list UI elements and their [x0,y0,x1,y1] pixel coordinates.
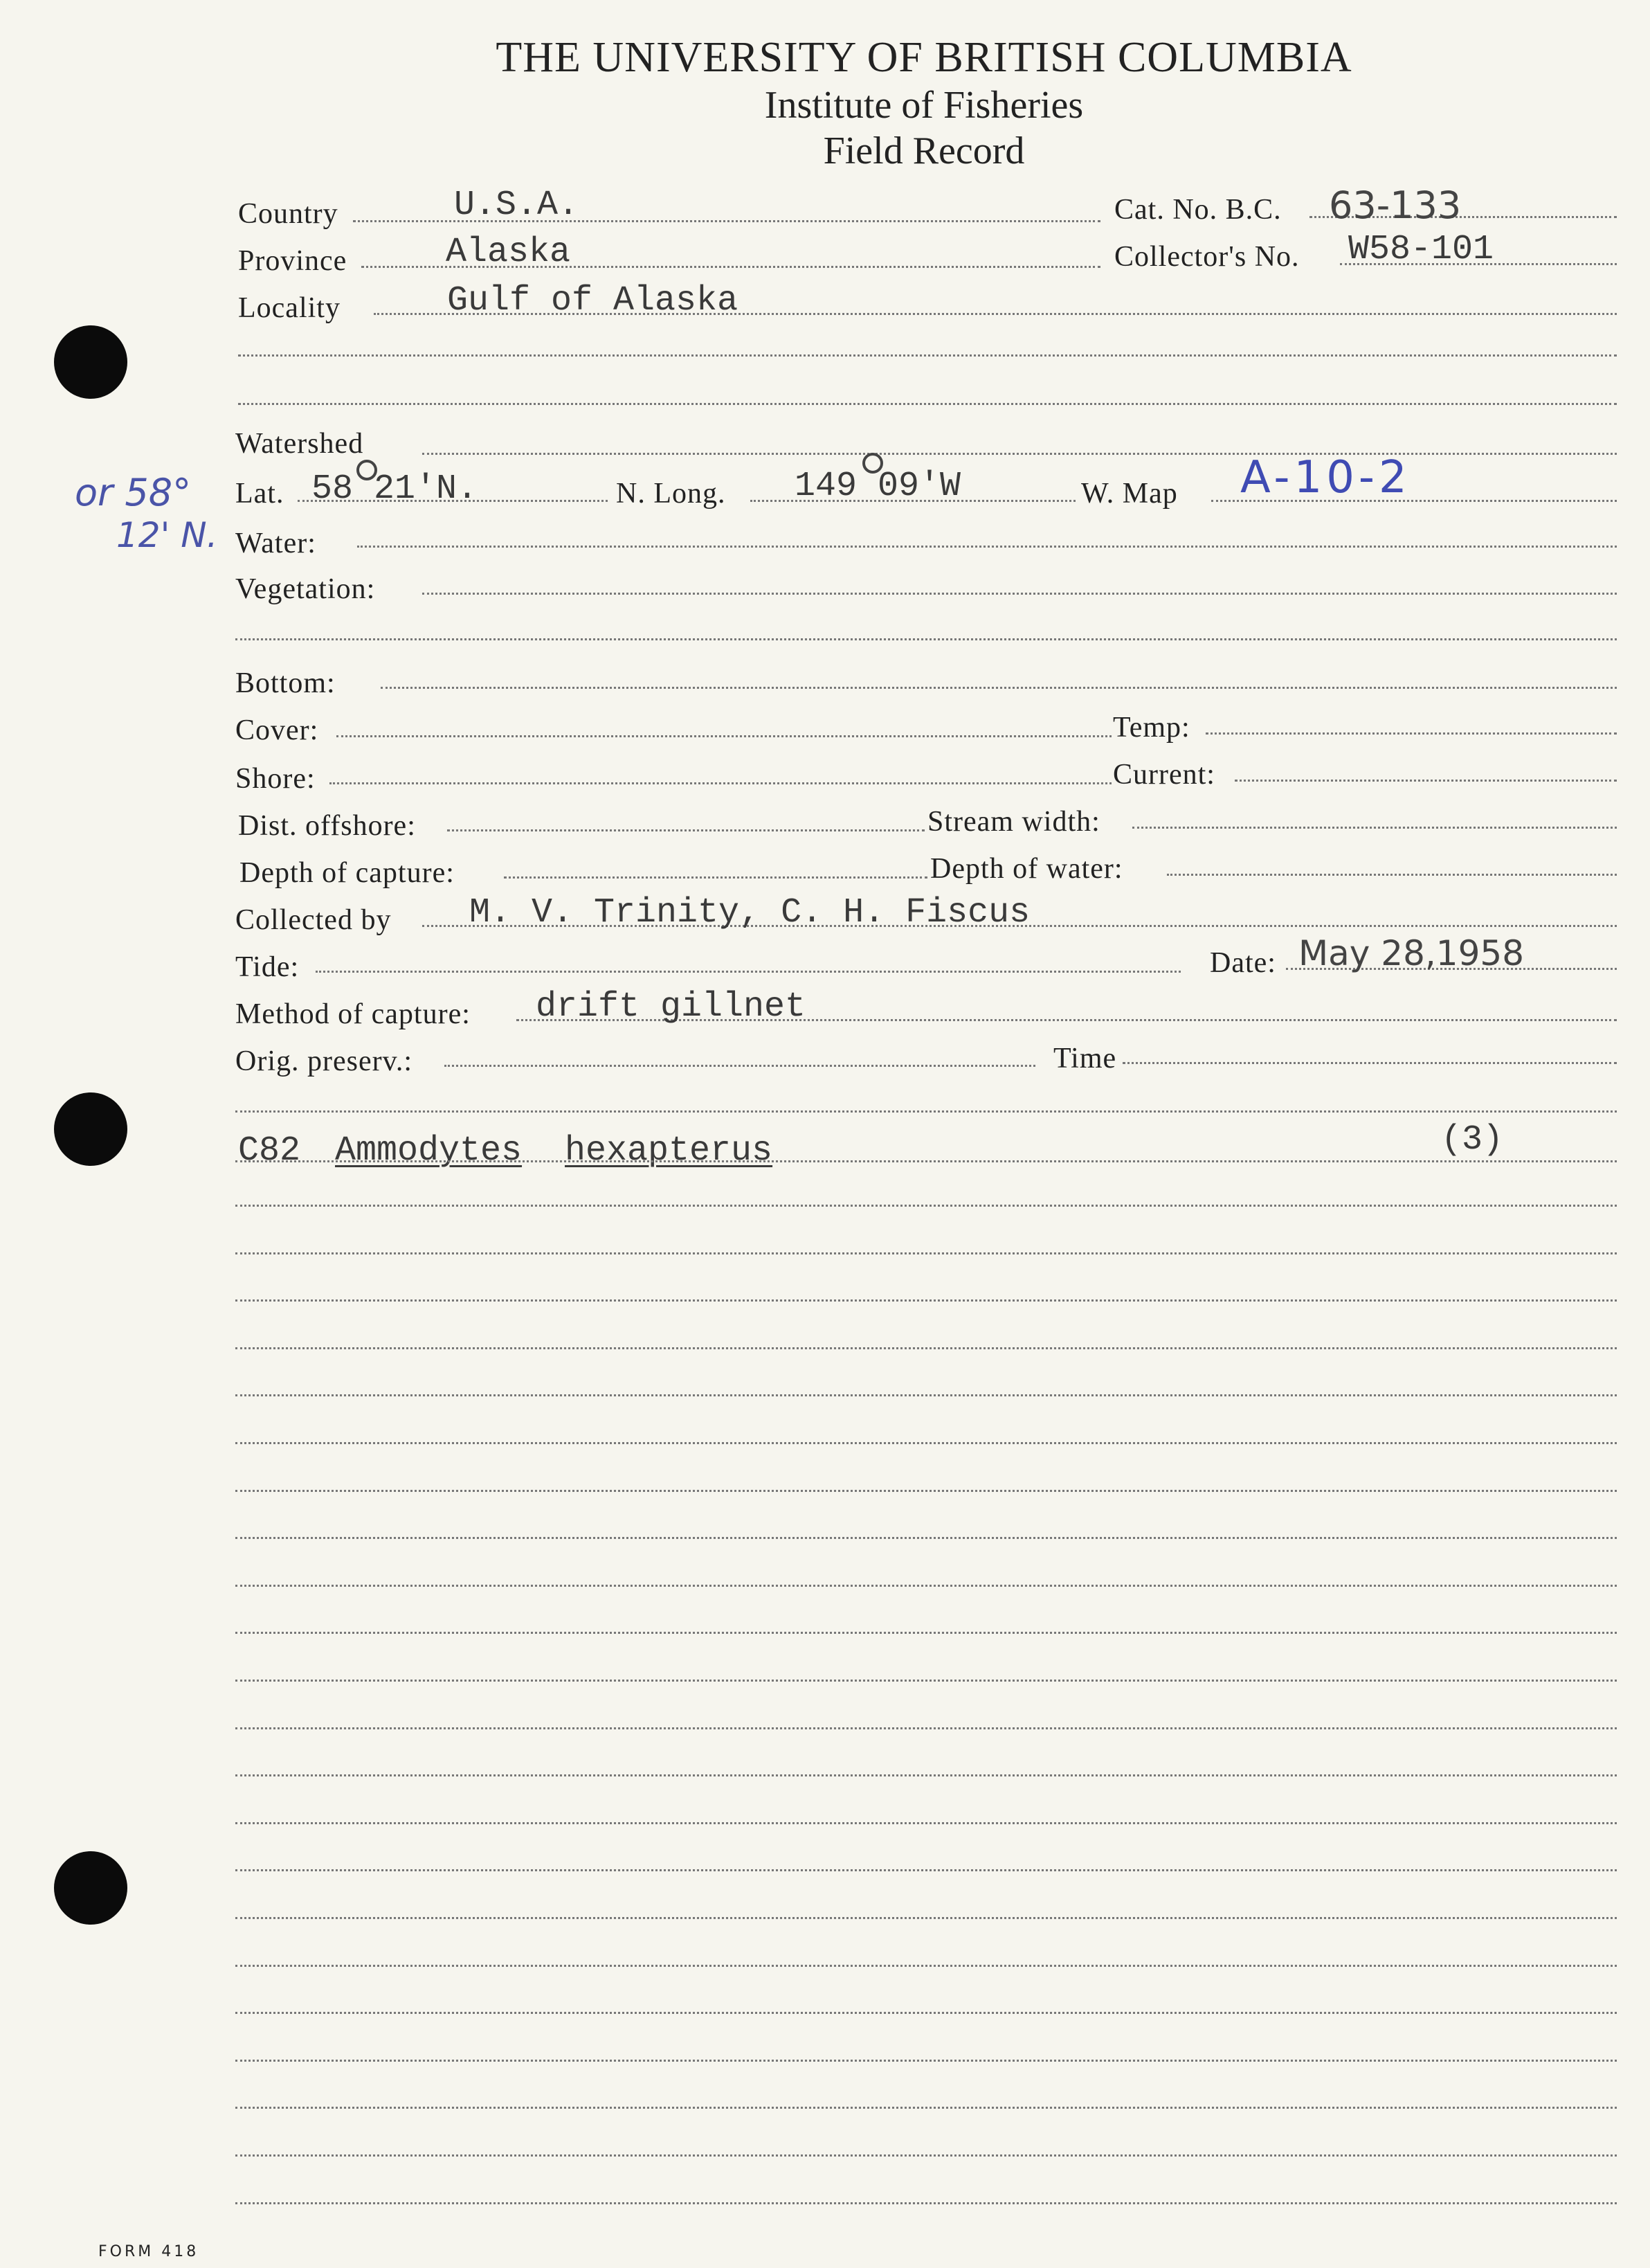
blank-ruled-line [235,2012,1617,2014]
map-value: A-10-2 [1240,452,1411,503]
vegetation-label: Vegetation: [235,573,376,605]
punch-hole-bottom [54,1851,127,1925]
method-value: drift gillnet [536,987,806,1027]
form-number: FORM 418 [98,2243,199,2260]
depth-water-label: Depth of water: [930,853,1123,885]
province-label: Province [238,245,347,277]
specimen-line [235,1160,1617,1162]
depth-water-line [1167,874,1617,876]
map-label: W. Map [1081,478,1178,510]
country-value: U.S.A. [454,186,579,225]
watershed-label: Watershed [235,428,364,460]
lat-label: Lat. [235,478,284,510]
blank-ruled-line [235,1774,1617,1776]
temp-line [1206,732,1617,735]
institute-title: Institute of Fisheries [764,84,1084,127]
date-value: May 28,1958 [1298,933,1525,973]
long-value: 149 09'W [795,467,961,506]
long-label: N. Long. [616,478,726,510]
cover-label: Cover: [235,714,319,746]
lat-value: 58 21'N. [311,469,478,509]
blank-ruled-line [235,1537,1617,1539]
blank-ruled-line [235,1822,1617,1824]
punch-hole-top [54,325,127,399]
province-value: Alaska [446,233,571,272]
specimen-genus: Ammodytes [335,1131,523,1171]
blank-ruled-line [235,1680,1617,1682]
blank-ruled-line [235,1917,1617,1919]
depth-capture-line [504,876,927,879]
record-title: Field Record [823,129,1025,172]
stream-width-label: Stream width: [927,806,1100,838]
country-label: Country [238,198,338,230]
shore-line [329,782,1112,784]
collected-by-label: Collected by [235,904,392,936]
blank-ruled-line [235,1347,1617,1349]
specimen-species: hexapterus [565,1131,773,1171]
collectors-no-label: Collector's No. [1114,241,1300,273]
time-line [1123,1062,1617,1064]
method-label: Method of capture: [235,998,471,1030]
cat-no-label: Cat. No. B.C. [1114,194,1282,226]
blank-ruled-line [235,1442,1617,1444]
margin-note-line2: 12' N. [116,515,218,555]
blank-ruled-line [235,1869,1617,1871]
specimen-code: C82 [238,1131,301,1171]
current-line [1235,780,1617,782]
current-label: Current: [1113,759,1215,791]
depth-capture-label: Depth of capture: [239,857,455,889]
blank-ruled-line [235,1299,1617,1302]
blank-ruled-line [235,1205,1617,1207]
cat-no-value: 63-133 [1329,183,1462,227]
blank-ruled-line [235,1585,1617,1587]
specimen-count: (3) [1441,1120,1504,1160]
temp-label: Temp: [1113,712,1190,744]
collected-by-value: M. V. Trinity, C. H. Fiscus [469,893,1031,933]
vegetation-line [422,593,1617,595]
punch-hole-middle [54,1092,127,1166]
stream-width-line [1132,827,1617,829]
margin-note-line1: or 58° [75,471,192,514]
water-label: Water: [235,528,316,559]
blank-ruled-line [235,1252,1617,1254]
blank-ruled-line [235,1490,1617,1492]
tide-label: Tide: [235,951,300,983]
collectors-no-value: W58-101 [1348,230,1494,269]
dist-offshore-line [447,829,925,831]
separator-line [235,1110,1617,1113]
blank-ruled-line [235,2202,1617,2204]
dist-offshore-label: Dist. offshore: [238,810,416,842]
blank-ruled-line [235,1394,1617,1396]
blank-ruled-line [235,2154,1617,2157]
time-label: Time [1053,1043,1117,1074]
blank-ruled-line [235,2107,1617,2109]
tide-line [316,971,1181,973]
blank-ruled-line [235,1727,1617,1729]
blank-ruled-line [235,1965,1617,1967]
date-label: Date: [1210,947,1276,979]
watershed-line [422,453,1617,455]
blank-ruled-line [235,2060,1617,2062]
university-title: THE UNIVERSITY OF BRITISH COLUMBIA [496,34,1352,81]
blank-line-3 [235,638,1617,640]
shore-label: Shore: [235,763,316,795]
bottom-line [381,687,1617,689]
bottom-label: Bottom: [235,667,336,699]
water-line [357,546,1617,548]
locality-label: Locality [238,292,341,324]
blank-line-2 [238,403,1617,405]
orig-preserv-label: Orig. preserv.: [235,1045,413,1077]
blank-line-1 [238,354,1617,357]
blank-ruled-line [235,1632,1617,1634]
locality-value: Gulf of Alaska [447,281,738,321]
cover-line [336,735,1112,737]
orig-preserv-line [444,1065,1035,1067]
